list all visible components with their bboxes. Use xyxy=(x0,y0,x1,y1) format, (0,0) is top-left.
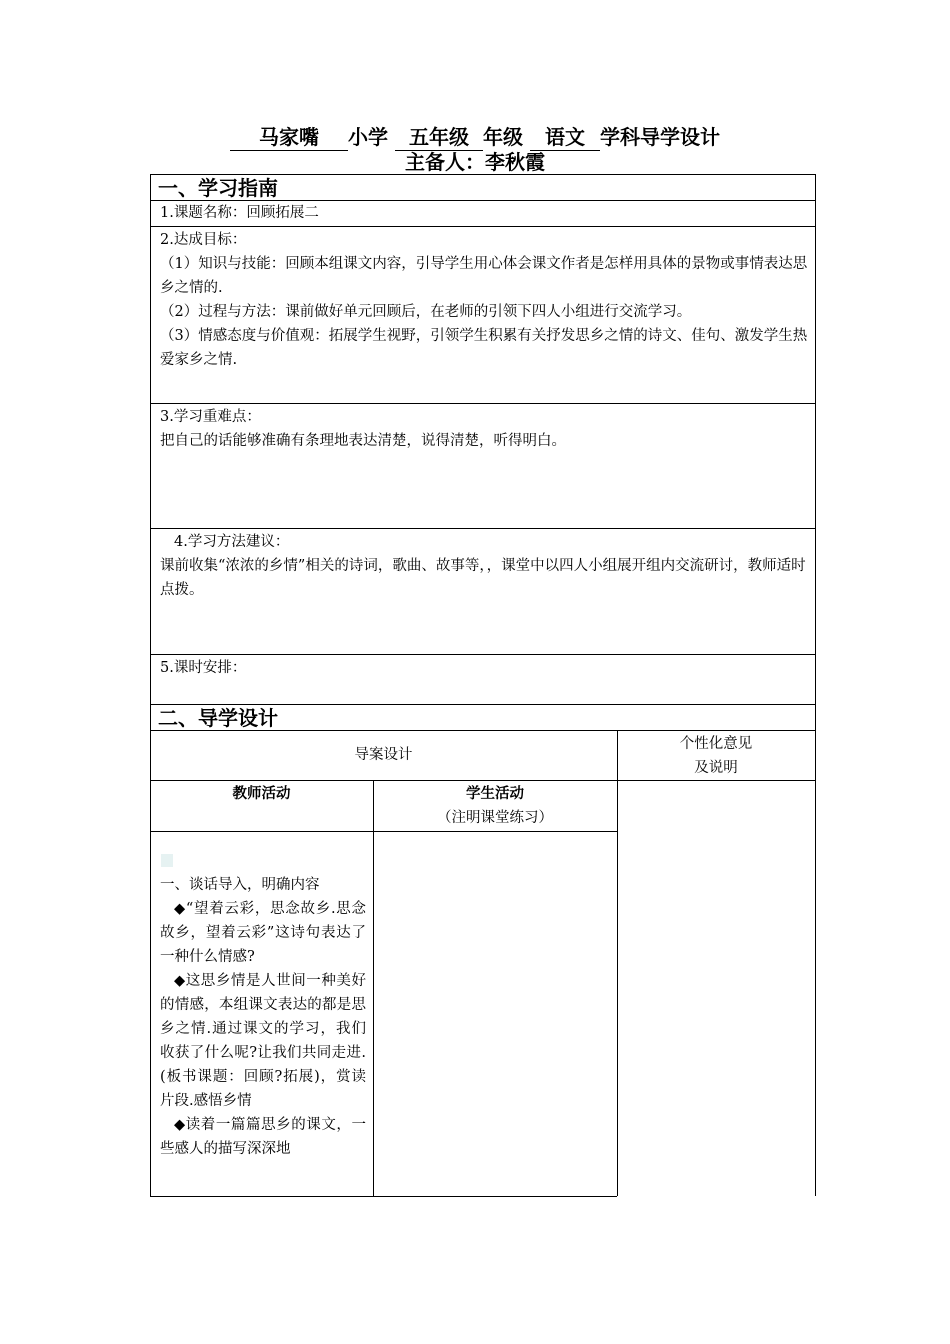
divider xyxy=(150,528,816,529)
personal-notes-label xyxy=(617,732,815,780)
teacher-line: 一、谈话导入，明确内容 xyxy=(160,877,320,893)
divider xyxy=(373,780,374,1196)
method-block xyxy=(160,530,810,602)
goals-label: 2.达成目标： xyxy=(160,232,247,248)
goal-attitude: （3）情感态度与价值观：拓展学生视野，引领学生积累有关抒发思乡之情的诗文、佳句、激发学生热爱家乡之情. xyxy=(160,328,808,368)
school-name: 马家嘴 xyxy=(230,124,348,151)
teacher-line: ◆读着一篇篇思乡的课文，一些感人的描写深深地 xyxy=(160,1117,366,1157)
student-activity-label: 学生活动 xyxy=(466,786,524,802)
design-label: 导案设计 xyxy=(354,747,413,763)
schedule-label: 5.课时安排： xyxy=(160,660,247,676)
divider xyxy=(150,704,816,705)
subject-value: 语文 xyxy=(530,124,600,151)
section1-title: 一、学习指南 xyxy=(158,176,278,200)
divider xyxy=(150,730,816,731)
key-points-text: 把自己的话能够准确有条理地表达清楚，说得清楚，听得明白。 xyxy=(160,433,566,449)
subject-suffix: 学科导学设计 xyxy=(599,125,720,149)
divider xyxy=(815,730,816,1196)
grade-suffix: 年级 xyxy=(483,125,523,149)
personal-label-line2: 及说明 xyxy=(694,760,738,776)
divider xyxy=(617,730,618,1196)
preparer: 主备人：李秋霞 xyxy=(405,150,545,174)
school-suffix: 小学 xyxy=(348,125,389,149)
teacher-activity-header: 教师活动 xyxy=(232,786,291,802)
key-points-block xyxy=(160,405,810,453)
highlight-marker xyxy=(161,854,173,867)
divider xyxy=(150,226,816,227)
grade-value: 五年级 xyxy=(395,124,483,151)
divider xyxy=(150,403,816,404)
key-points-label: 3.学习重难点： xyxy=(160,409,261,425)
section2-title: 二、导学设计 xyxy=(158,706,278,730)
teacher-line: ◆“望着云彩，思念故乡.思念故乡，望着云彩”这诗句表达了一种什么情感? xyxy=(160,901,366,965)
divider xyxy=(150,654,816,655)
method-label: 4.学习方法建议： xyxy=(174,534,290,550)
student-activity-note: （注明课堂练习） xyxy=(437,810,553,826)
teacher-activity-content xyxy=(160,873,366,1161)
method-text: 课前收集“浓浓的乡情”相关的诗词，歌曲、故事等，，课堂中以四人小组展开组内交流研讨，教师适时点拨。 xyxy=(160,558,806,598)
student-activity-header xyxy=(373,782,617,830)
goal-process: （2）过程与方法：课前做好单元回顾后，在老师的引领下四人小组进行交流学习。 xyxy=(160,304,692,320)
goals-block xyxy=(160,228,810,372)
personal-label-line1: 个性化意见 xyxy=(679,736,753,752)
document-title xyxy=(0,124,950,151)
goal-knowledge: （1）知识与技能：回顾本组课文内容，引导学生用心体会课文作者是怎样用具体的景物或事情表达思乡之情的. xyxy=(160,256,808,296)
divider xyxy=(150,780,816,781)
teacher-line: ◆这思乡情是人世间一种美好的情感，本组课文表达的都是思乡之情.通过课文的学习，我们收获了什么呢?让我们共同走进.(板书课题：回顾?拓展)，赏读片段.感悟乡情 xyxy=(160,973,366,1109)
topic-name: 1.课题名称：回顾拓展二 xyxy=(160,205,319,221)
divider xyxy=(150,1196,617,1197)
divider xyxy=(150,831,617,832)
